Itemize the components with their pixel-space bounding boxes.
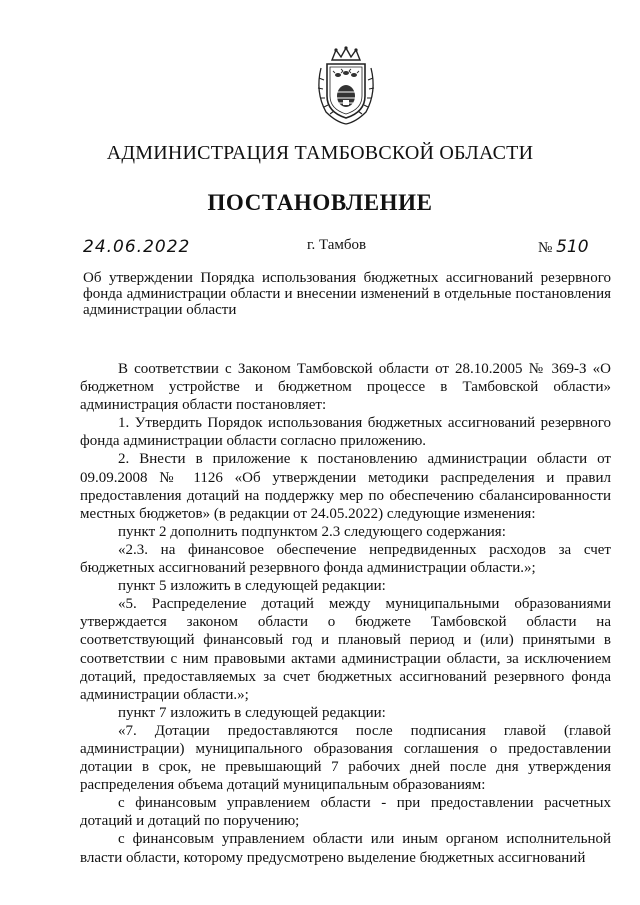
coat-of-arms-emblem (312, 46, 380, 126)
document-number (538, 237, 589, 257)
paragraph: «2.3. на финансовое обеспечение непредвиденных расходов за счет бюджетных ассигнований резервного фонда администрации области.»; (80, 541, 611, 577)
document-city: г. Тамбов (307, 237, 367, 253)
paragraph: «7. Дотации предоставляются после подписания главой (главой администрации) муниципального образования соглашения о предоставлении дотации в срок, не превышающий 7 рабочих дней после дня утверждения распределения объема дотаций муниципальным образованиям: (80, 722, 611, 794)
paragraph: В соответствии с Законом Тамбовской области от 28.10.2005 № 369-З «О бюджетном устройстве и бюджетном процессе в Тамбовской области» администрация области постановляет: (80, 361, 611, 414)
document-body (80, 360, 611, 867)
paragraph: пункт 7 изложить в следующей редакции: (118, 704, 386, 721)
number-prefix: № (538, 240, 553, 256)
paragraph: пункт 2 дополнить подпунктом 2.3 следующего содержания: (118, 523, 506, 540)
document-date: 24.06.2022 (83, 237, 191, 257)
paragraph: с финансовым управлением области - при предоставлении расчетных дотаций и дотаций по поручению; (80, 795, 611, 830)
paragraph: пункт 5 изложить в следующей редакции: (118, 578, 386, 595)
paragraph: «5. Распределение дотаций между муниципальными образованиями утверждается законом области о бюджете Тамбовской области на соответствующий финансовый год и плановый период и (или) принятыми в соответствии с ним правовыми актами администрации области, за исключением дотаций, предоставляемых за счет бюджетных ассигнований резервного фонда администрации области.»; (80, 596, 611, 703)
organization-name: АДМИНИСТРАЦИЯ ТАМБОВСКОЙ ОБЛАСТИ (106, 142, 534, 164)
paragraph: 1. Утвердить Порядок использования бюджетных ассигнований резервного фонда администрации области согласно приложению. (80, 415, 611, 450)
document-subject: Об утверждении Порядка использования бюджетных ассигнований резервного фонда администрации области и внесении изменений в отдельные постановления администрации области (83, 270, 611, 318)
paragraph: 2. Внести в приложение к постановлению администрации области от 09.09.2008 № 1126 «Об утверждении методики распределения и правил предоставления дотаций на поддержку мер по обеспечению сбалансированности местных бюджетов» (в редакции от 24.05.2022) следующие изменения: (80, 451, 611, 522)
document-type-heading: ПОСТАНОВЛЕНИЕ (207, 190, 433, 215)
paragraph: с финансовым управлением области или иным органом исполнительной власти области, которому предусмотрено выделение бюджетных ассигнований (80, 831, 611, 866)
number-value: 510 (556, 237, 589, 257)
